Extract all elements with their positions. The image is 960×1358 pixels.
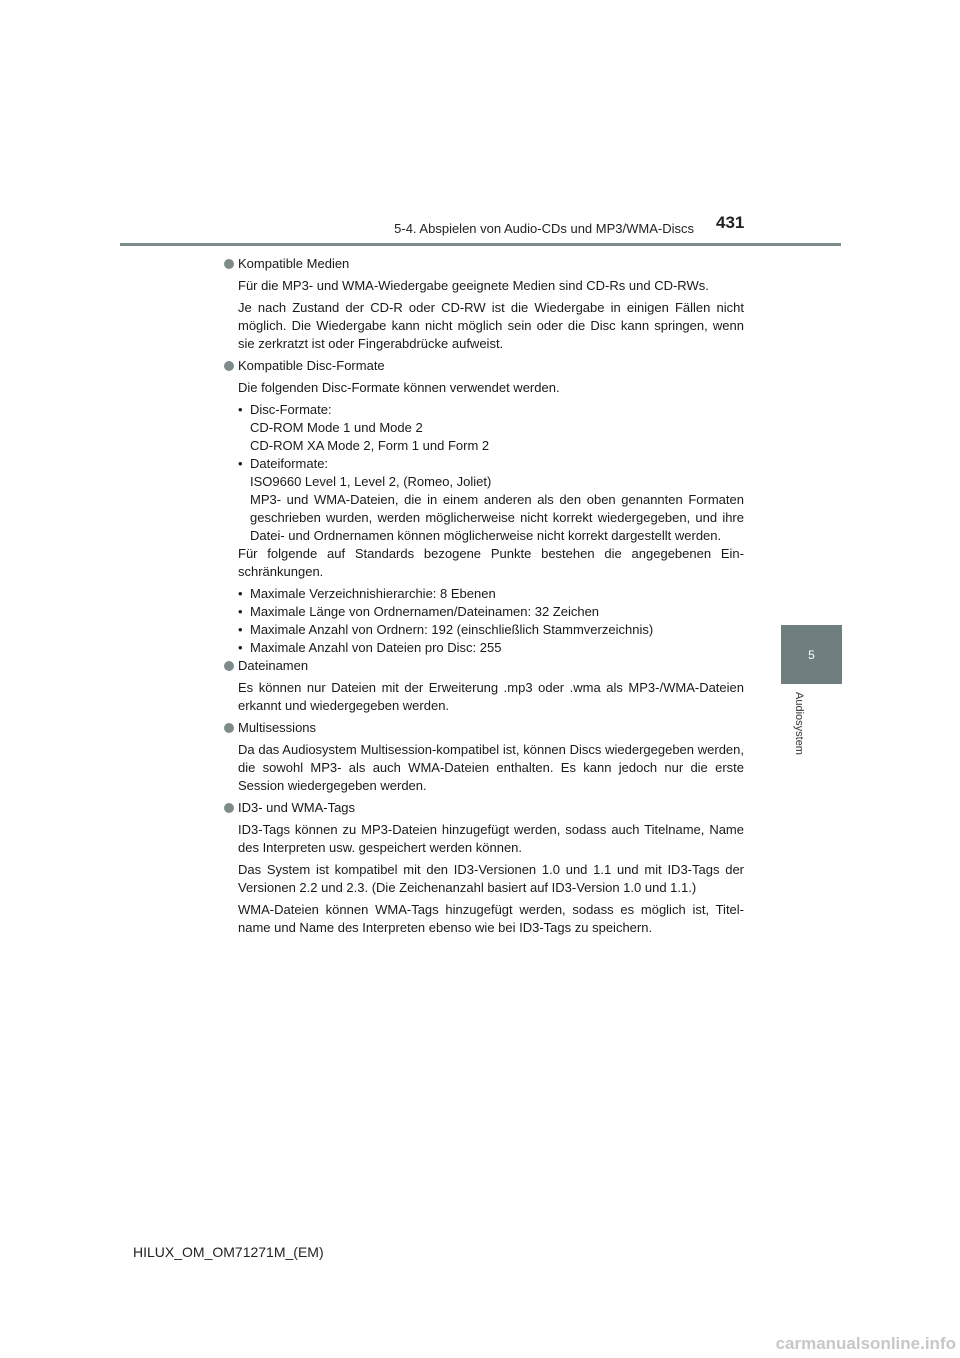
- list-item: • Disc-Formate: CD-ROM Mode 1 und Mode 2 CD-ROM XA Mode 2, Form 1 und Form 2: [238, 401, 744, 455]
- list-item: • Maximale Anzahl von Dateien pro Disc: 255: [238, 639, 744, 657]
- paragraph: Für die MP3- und WMA-Wiedergabe geeignete Medien sind CD-Rs und CD-RWs.: [238, 278, 709, 293]
- circle-bullet-icon: [224, 259, 234, 269]
- paragraph: Das System ist kompatibel mit den ID3-Versionen 1.0 und 1.1 und mit ID3-Tags der Versionen 2.2 und 2.3. (Die Zeichenanzahl basiert auf ID3-Version 1.0 und 1.1.): [238, 862, 744, 895]
- section-heading-tags: ID3- und WMA-Tags: [224, 799, 744, 817]
- footer-code: HILUX_OM_OM71271M_(EM): [133, 1244, 324, 1260]
- page-number: 431: [716, 213, 745, 232]
- format-list: [238, 401, 744, 545]
- paragraph: Je nach Zustand der CD-R oder CD-RW ist die Wiedergabe in einigen Fällen nicht möglich. Die Wiedergabe kann nicht möglich sein oder die Disc kann springen, wenn sie zerkratzt ist oder Fingerabdrücke aufweist.: [238, 300, 744, 351]
- chapter-tab: [781, 625, 842, 684]
- header-rule: [120, 243, 841, 246]
- paragraph: Die folgenden Disc-Formate können verwendet werden.: [238, 380, 560, 395]
- page-content: [224, 255, 744, 937]
- section-heading-multisession: Multisessions: [224, 719, 744, 737]
- section-heading-formats: Kompatible Disc-Formate: [224, 357, 744, 375]
- list-item: • Dateiformate: ISO9660 Level 1, Level 2, (Romeo, Joliet) MP3- und WMA-Dateien, die in einem anderen als den oben genannten Formaten geschrieben wurden, werden möglicherweise nicht korrekt wiedergegeben, und ihre Datei- und Ordnernamen können möglicherweise nicht korrekt dargestellt werden.: [238, 455, 744, 545]
- section-heading-filenames: Dateinamen: [224, 657, 744, 675]
- paragraph: WMA-Dateien können WMA-Tags hinzugefügt werden, sodass es möglich ist, Titel-name und Name des Interpreten ebenso wie bei ID3-Tags zu speichern.: [238, 902, 744, 935]
- circle-bullet-icon: [224, 361, 234, 371]
- section-header-title: 5-4. Abspielen von Audio-CDs und MP3/WMA-Discs: [394, 221, 694, 236]
- watermark: carmanualsonline.info: [775, 1334, 956, 1353]
- paragraph: ID3-Tags können zu MP3-Dateien hinzugefügt werden, sodass auch Titelname, Name des Interpreten usw. gespeichert werden können.: [238, 822, 744, 855]
- limits-list: [238, 585, 744, 657]
- paragraph: Für folgende auf Standards bezogene Punkte bestehen die angegebenen Ein-schränkungen.: [238, 546, 744, 579]
- circle-bullet-icon: [224, 803, 234, 813]
- list-item: • Maximale Anzahl von Ordnern: 192 (einschließlich Stammverzeichnis): [238, 621, 744, 639]
- paragraph: Es können nur Dateien mit der Erweiterung .mp3 oder .wma als MP3-/WMA-Dateien erkannt und wiedergegeben werden.: [238, 680, 744, 713]
- section-heading-media: Kompatible Medien: [224, 255, 744, 273]
- chapter-side-label: Audiosystem: [793, 692, 805, 755]
- circle-bullet-icon: [224, 661, 234, 671]
- paragraph: Da das Audiosystem Multisession-kompatibel ist, können Discs wiedergegeben werden, die sowohl MP3- als auch WMA-Dateien enthalten. Es kann jedoch nur die erste Session wiedergegeben werden.: [238, 742, 744, 793]
- circle-bullet-icon: [224, 723, 234, 733]
- list-item: • Maximale Verzeichnishierarchie: 8 Ebenen: [238, 585, 744, 603]
- list-item: • Maximale Länge von Ordnernamen/Dateinamen: 32 Zeichen: [238, 603, 744, 621]
- chapter-tab-number: 5: [808, 647, 815, 662]
